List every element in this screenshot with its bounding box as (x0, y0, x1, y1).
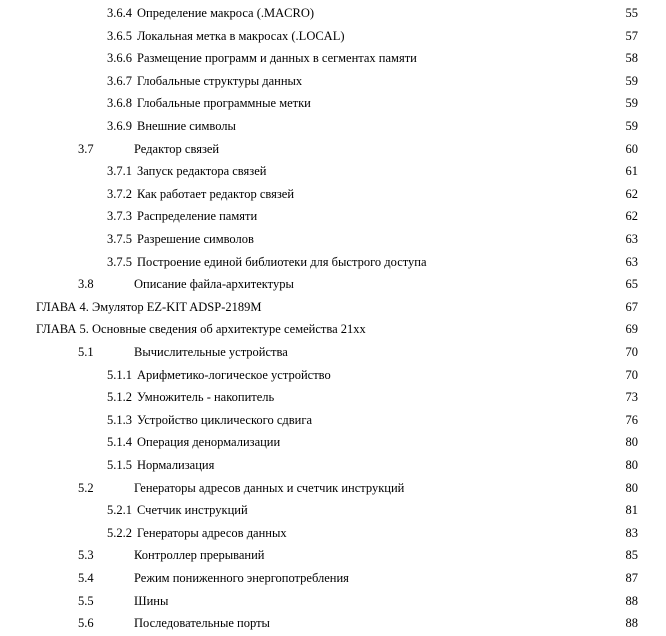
toc-entry-page: 81 (625, 503, 638, 518)
toc-entry-number: 5.2.2 (107, 525, 132, 540)
toc-entry-number: 3.6.5 (107, 28, 132, 43)
toc-entry-number: 5.1.3 (107, 412, 132, 427)
toc-entry-title: Вычислительные устройства (134, 345, 288, 359)
toc-entry-page: 69 (625, 322, 638, 337)
toc-entry-title: Как работает редактор связей (137, 186, 295, 201)
toc-entry-number: 5.5 (78, 593, 94, 608)
toc-entry-title: Шины (134, 593, 169, 608)
toc-entry-number: 3.6.8 (107, 96, 132, 111)
toc-entry-title: Операция денормализации (137, 435, 281, 450)
toc-entry-title: Генераторы адресов данных (137, 525, 287, 540)
toc-entry-title: Устройство циклического сдвига (137, 412, 313, 427)
toc-entry-page: 88 (625, 593, 638, 608)
toc-entry[interactable] (0, 615, 666, 632)
toc-entry-title: Режим пониженного энергопотребления (134, 571, 349, 585)
toc-entry-page: 67 (625, 299, 638, 314)
toc-entry[interactable] (0, 547, 666, 564)
toc-entry[interactable] (0, 276, 666, 293)
toc-entry[interactable] (0, 412, 666, 429)
toc-entry-page: 87 (625, 571, 638, 585)
toc-entry-page: 63 (625, 254, 638, 269)
toc-entry-number: 3.7.1 (107, 164, 132, 179)
toc-entry-title: Последовательные порты (134, 616, 270, 631)
toc-entry-title: Контроллер прерываний (134, 548, 265, 563)
toc-entry-title: ГЛАВА 4. Эмулятор EZ-KIT ADSP-2189M (36, 299, 262, 314)
toc-entry[interactable] (0, 186, 666, 203)
toc-entry-page: 57 (625, 28, 638, 43)
toc-entry-page: 63 (625, 232, 638, 246)
toc-entry-page: 55 (625, 6, 638, 20)
toc-entry-title: Глобальные программные метки (137, 96, 311, 111)
toc-entry-number: 5.1.2 (107, 390, 132, 405)
toc-entry-number: 5.2.1 (107, 503, 132, 518)
toc-entry[interactable] (0, 525, 666, 542)
toc-entry-title: Нормализация (137, 458, 215, 472)
toc-entry-title: Генераторы адресов данных и счетчик инструкций (134, 480, 405, 495)
toc-entry-title: Локальная метка в макросах (.LOCAL) (137, 28, 345, 43)
toc-entry-title: Внешние символы (137, 119, 236, 133)
toc-entry-number: 3.8 (78, 277, 94, 292)
toc-entry-page: 61 (625, 164, 638, 179)
toc-entry[interactable] (0, 570, 666, 587)
toc-entry-number: 5.1 (78, 345, 94, 359)
toc-entry[interactable] (0, 480, 666, 497)
toc-entry-title: Редактор связей (134, 141, 220, 156)
toc-entry[interactable] (0, 163, 666, 180)
toc-entry-number: 5.1.1 (107, 367, 132, 382)
toc-entry[interactable] (0, 141, 666, 158)
toc-entry-number: 3.7.5 (107, 232, 132, 246)
toc-entry-number: 5.3 (78, 548, 94, 563)
toc-entry-number: 5.2 (78, 480, 94, 495)
toc-entry-title: Разрешение символов (137, 232, 254, 246)
toc-entry-page: 80 (625, 458, 638, 472)
toc-entry-page: 76 (625, 412, 638, 427)
toc-entry[interactable] (0, 254, 666, 271)
toc-entry[interactable] (0, 231, 666, 248)
toc-entry[interactable] (0, 118, 666, 135)
toc-entry-page: 70 (625, 345, 638, 359)
toc-entry-page: 65 (625, 277, 638, 292)
toc-entry-title: Описание файла-архитектуры (134, 277, 294, 292)
toc-entry-number: 3.6.6 (107, 51, 132, 66)
toc-entry-number: 5.1.4 (107, 435, 132, 450)
toc-entry-title: Размещение программ и данных в сегментах памяти (137, 51, 417, 66)
toc-entry[interactable] (0, 73, 666, 90)
toc-entry-page: 59 (625, 119, 638, 133)
toc-entry[interactable] (0, 593, 666, 610)
toc-entry-page: 62 (625, 186, 638, 201)
toc-entry[interactable] (0, 389, 666, 406)
toc-entry-number: 3.6.7 (107, 73, 132, 88)
toc-entry[interactable] (0, 95, 666, 112)
toc-entry-title: Определение макроса (.MACRO) (137, 6, 315, 20)
toc-entry[interactable] (0, 344, 666, 361)
toc-entry-number: 3.7.5 (107, 254, 132, 269)
toc-entry-page: 88 (625, 616, 638, 631)
toc-entry-number: 5.4 (78, 571, 94, 585)
toc-entry-title: Умножитель - накопитель (137, 390, 275, 405)
toc-entry-number: 5.1.5 (107, 458, 132, 472)
toc-entry-page: 60 (625, 141, 638, 156)
toc-entry-number: 3.6.4 (107, 6, 132, 20)
toc-entry-number: 3.7 (78, 141, 94, 156)
toc-entry-number: 3.7.2 (107, 186, 132, 201)
toc-entry-title: ГЛАВА 5. Основные сведения об архитектуре семейства 21хх (36, 322, 366, 337)
toc-entry-page: 70 (625, 367, 638, 382)
toc-entry[interactable] (0, 28, 666, 45)
toc-entry[interactable] (0, 457, 666, 474)
toc-entry-title: Глобальные структуры данных (137, 73, 303, 88)
toc-entry-number: 5.6 (78, 616, 94, 631)
toc-entry-page: 58 (625, 51, 638, 66)
toc-entry-title: Счетчик инструкций (137, 503, 248, 518)
toc-entry[interactable] (0, 434, 666, 451)
toc-entry[interactable] (0, 208, 666, 225)
toc-entry-page: 59 (625, 96, 638, 111)
toc-entry[interactable] (0, 367, 666, 384)
toc-entry[interactable] (0, 5, 666, 22)
toc-entry-page: 85 (625, 548, 638, 563)
toc-entry-page: 59 (625, 73, 638, 88)
toc-entry-title: Арифметико-логическое устройство (137, 367, 331, 382)
toc-entry-title: Распределение памяти (137, 209, 258, 224)
toc-entry-page: 62 (625, 209, 638, 224)
toc-entry-number: 3.6.9 (107, 119, 132, 133)
toc-entry-number: 3.7.3 (107, 209, 132, 224)
toc-entry[interactable] (0, 50, 666, 67)
toc-entry-page: 80 (625, 435, 638, 450)
toc-entry[interactable] (0, 299, 666, 316)
toc-entry[interactable] (0, 502, 666, 519)
toc-entry-title: Построение единой библиотеки для быстрого доступа (137, 254, 427, 269)
toc-entry-page: 83 (625, 525, 638, 540)
toc-entry-page: 80 (625, 480, 638, 495)
toc-entry-title: Запуск редактора связей (137, 164, 267, 179)
toc-entry[interactable] (0, 321, 666, 338)
toc-entry-page: 73 (625, 390, 638, 405)
